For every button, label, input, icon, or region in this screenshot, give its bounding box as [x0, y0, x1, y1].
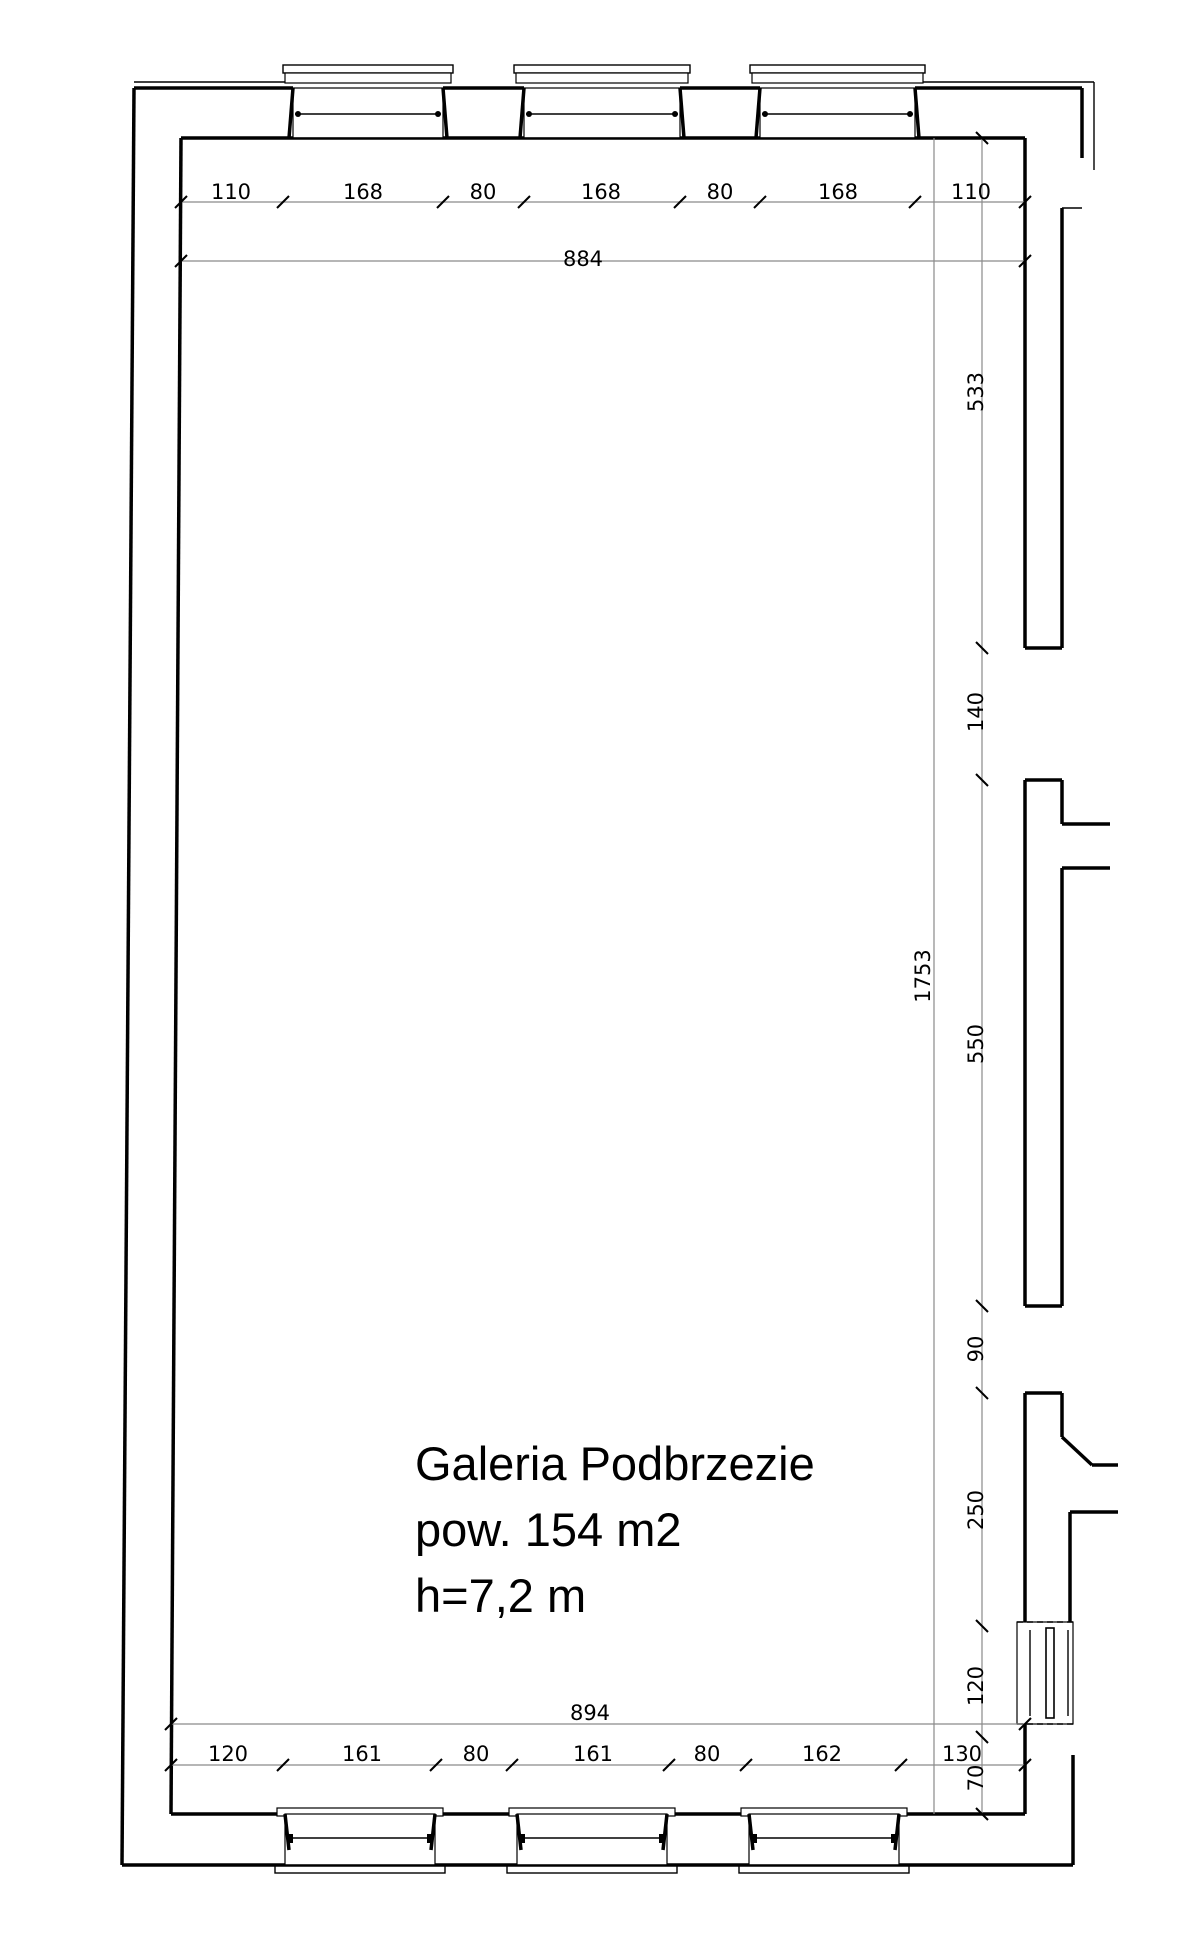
- top-dim-total: 884: [562, 247, 604, 271]
- bottom-dim-6: 162: [801, 1742, 843, 1766]
- dimension-ticks: [165, 132, 1031, 1820]
- outer-wall: [122, 82, 1094, 1865]
- room-area: pow. 154 m2: [415, 1503, 682, 1556]
- bottom-dim-1: 120: [207, 1742, 249, 1766]
- window: [275, 1808, 445, 1873]
- right-dim-total: 1753: [911, 949, 935, 1003]
- right-dimension-labels: [911, 372, 988, 1791]
- top-dim-2: 168: [342, 180, 384, 204]
- right-dim-3: 550: [964, 1023, 988, 1065]
- top-dim-6: 168: [817, 180, 859, 204]
- window: [285, 73, 451, 138]
- top-dimension-labels: [211, 180, 991, 271]
- right-wall-pier-middle: [1025, 780, 1110, 1306]
- top-dim-7: 110: [950, 180, 992, 204]
- window: [752, 73, 923, 138]
- right-dim-2: 140: [964, 691, 988, 733]
- top-dim-4: 168: [580, 180, 622, 204]
- bottom-dim-7: 130: [941, 1742, 983, 1766]
- room-height: h=7,2 m: [415, 1569, 587, 1622]
- right-dim-1: 533: [964, 371, 988, 413]
- room-name: Galeria Podbrzezie: [415, 1437, 815, 1490]
- window: [739, 1808, 909, 1873]
- right-wall-pier-upper: [1025, 208, 1082, 648]
- right-dim-5: 250: [964, 1489, 988, 1531]
- right-dim-4: 90: [964, 1335, 988, 1363]
- bottom-dimension-labels: [208, 1701, 982, 1766]
- right-dim-6: 120: [964, 1665, 988, 1707]
- room-label: [415, 1437, 815, 1622]
- bottom-dim-3: 80: [462, 1742, 490, 1766]
- window: [507, 1808, 677, 1873]
- right-dim-7: 70: [964, 1764, 988, 1792]
- side-door: [1017, 1622, 1073, 1724]
- dimension-lines: [171, 138, 1025, 1814]
- top-dim-5: 80: [706, 180, 734, 204]
- right-wall-pier-lower: [1025, 1393, 1118, 1626]
- top-windows: [283, 65, 925, 138]
- bottom-dim-4: 161: [572, 1742, 614, 1766]
- window: [516, 73, 688, 138]
- top-dim-1: 110: [210, 180, 252, 204]
- bottom-dim-total: 894: [569, 1701, 611, 1725]
- bottom-dim-5: 80: [693, 1742, 721, 1766]
- bottom-dim-2: 161: [341, 1742, 383, 1766]
- inner-wall: [171, 138, 1025, 1814]
- bottom-windows: [275, 1808, 909, 1873]
- top-dim-3: 80: [469, 180, 497, 204]
